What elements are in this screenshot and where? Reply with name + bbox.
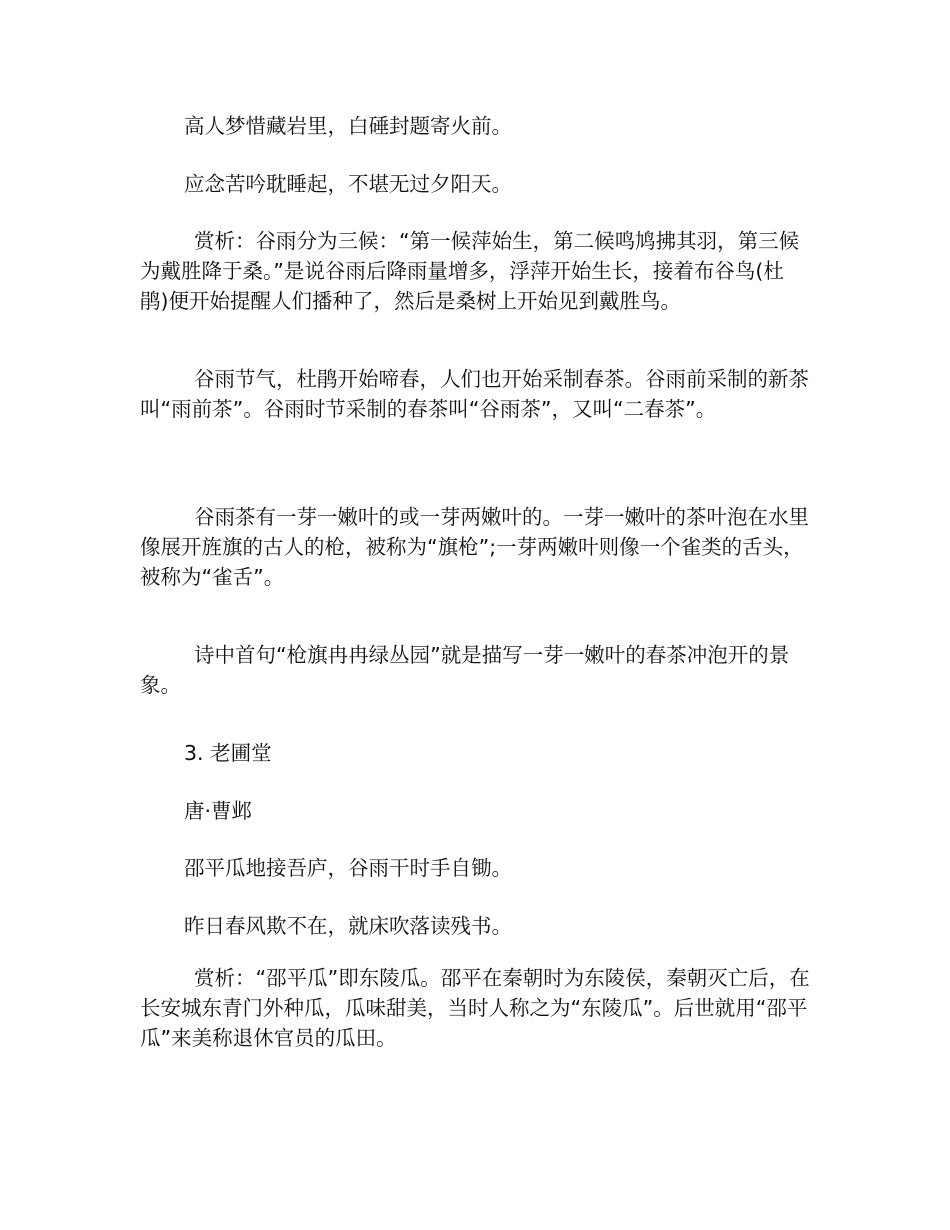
analysis-paragraph-1: 赏析：谷雨分为三候：“第一候萍始生，第二候鸣鸠拂其羽，第三候为戴胜降于桑。”是说谷雨后降雨量增多，浮萍开始生长，接着布谷鸟(杜鹃)便开始提醒人们播种了，然后是桑树上开始见到戴胜鸟。 — [140, 229, 800, 313]
analysis-paragraph-3: 谷雨茶有一芽一嫩叶的或一芽两嫩叶的。一芽一嫩叶的茶叶泡在水里像展开旌旗的古人的枪，被称为“旗枪”;一芽两嫩叶则像一个雀类的舌头，被称为“雀舌”。 — [140, 505, 809, 589]
poem-line-2: 应念苦吟耽睡起，不堪无过夕阳天。 — [184, 172, 512, 196]
poem-line-3: 邵平瓜地接吾庐，谷雨干时手自锄。 — [184, 856, 512, 880]
poem-author: 唐·曹邺 — [184, 799, 253, 823]
poem-line-1: 高人梦惜藏岩里，白硾封题寄火前。 — [184, 114, 512, 138]
analysis-paragraph-2: 谷雨节气，杜鹃开始啼春，人们也开始采制春茶。谷雨前采制的新茶叫“雨前茶”。谷雨时节采制的春茶叫“谷雨茶”，又叫“二春茶”。 — [140, 367, 809, 421]
analysis-paragraph-5: 赏析：“邵平瓜”即东陵瓜。邵平在秦朝时为东陵侯，秦朝灭亡后，在长安城东青门外种瓜，瓜味甜美，当时人称之为“东陵瓜”。后世就用“邵平瓜”来美称退休官员的瓜田。 — [140, 966, 810, 1050]
analysis-paragraph-4: 诗中首句“枪旗冉冉绿丛园”就是描写一芽一嫩叶的春茶冲泡开的景象。 — [140, 643, 790, 697]
poem-line-4: 昨日春风欺不在，就床吹落读残书。 — [184, 914, 512, 938]
poem-title: 3. 老圃堂 — [184, 741, 272, 765]
